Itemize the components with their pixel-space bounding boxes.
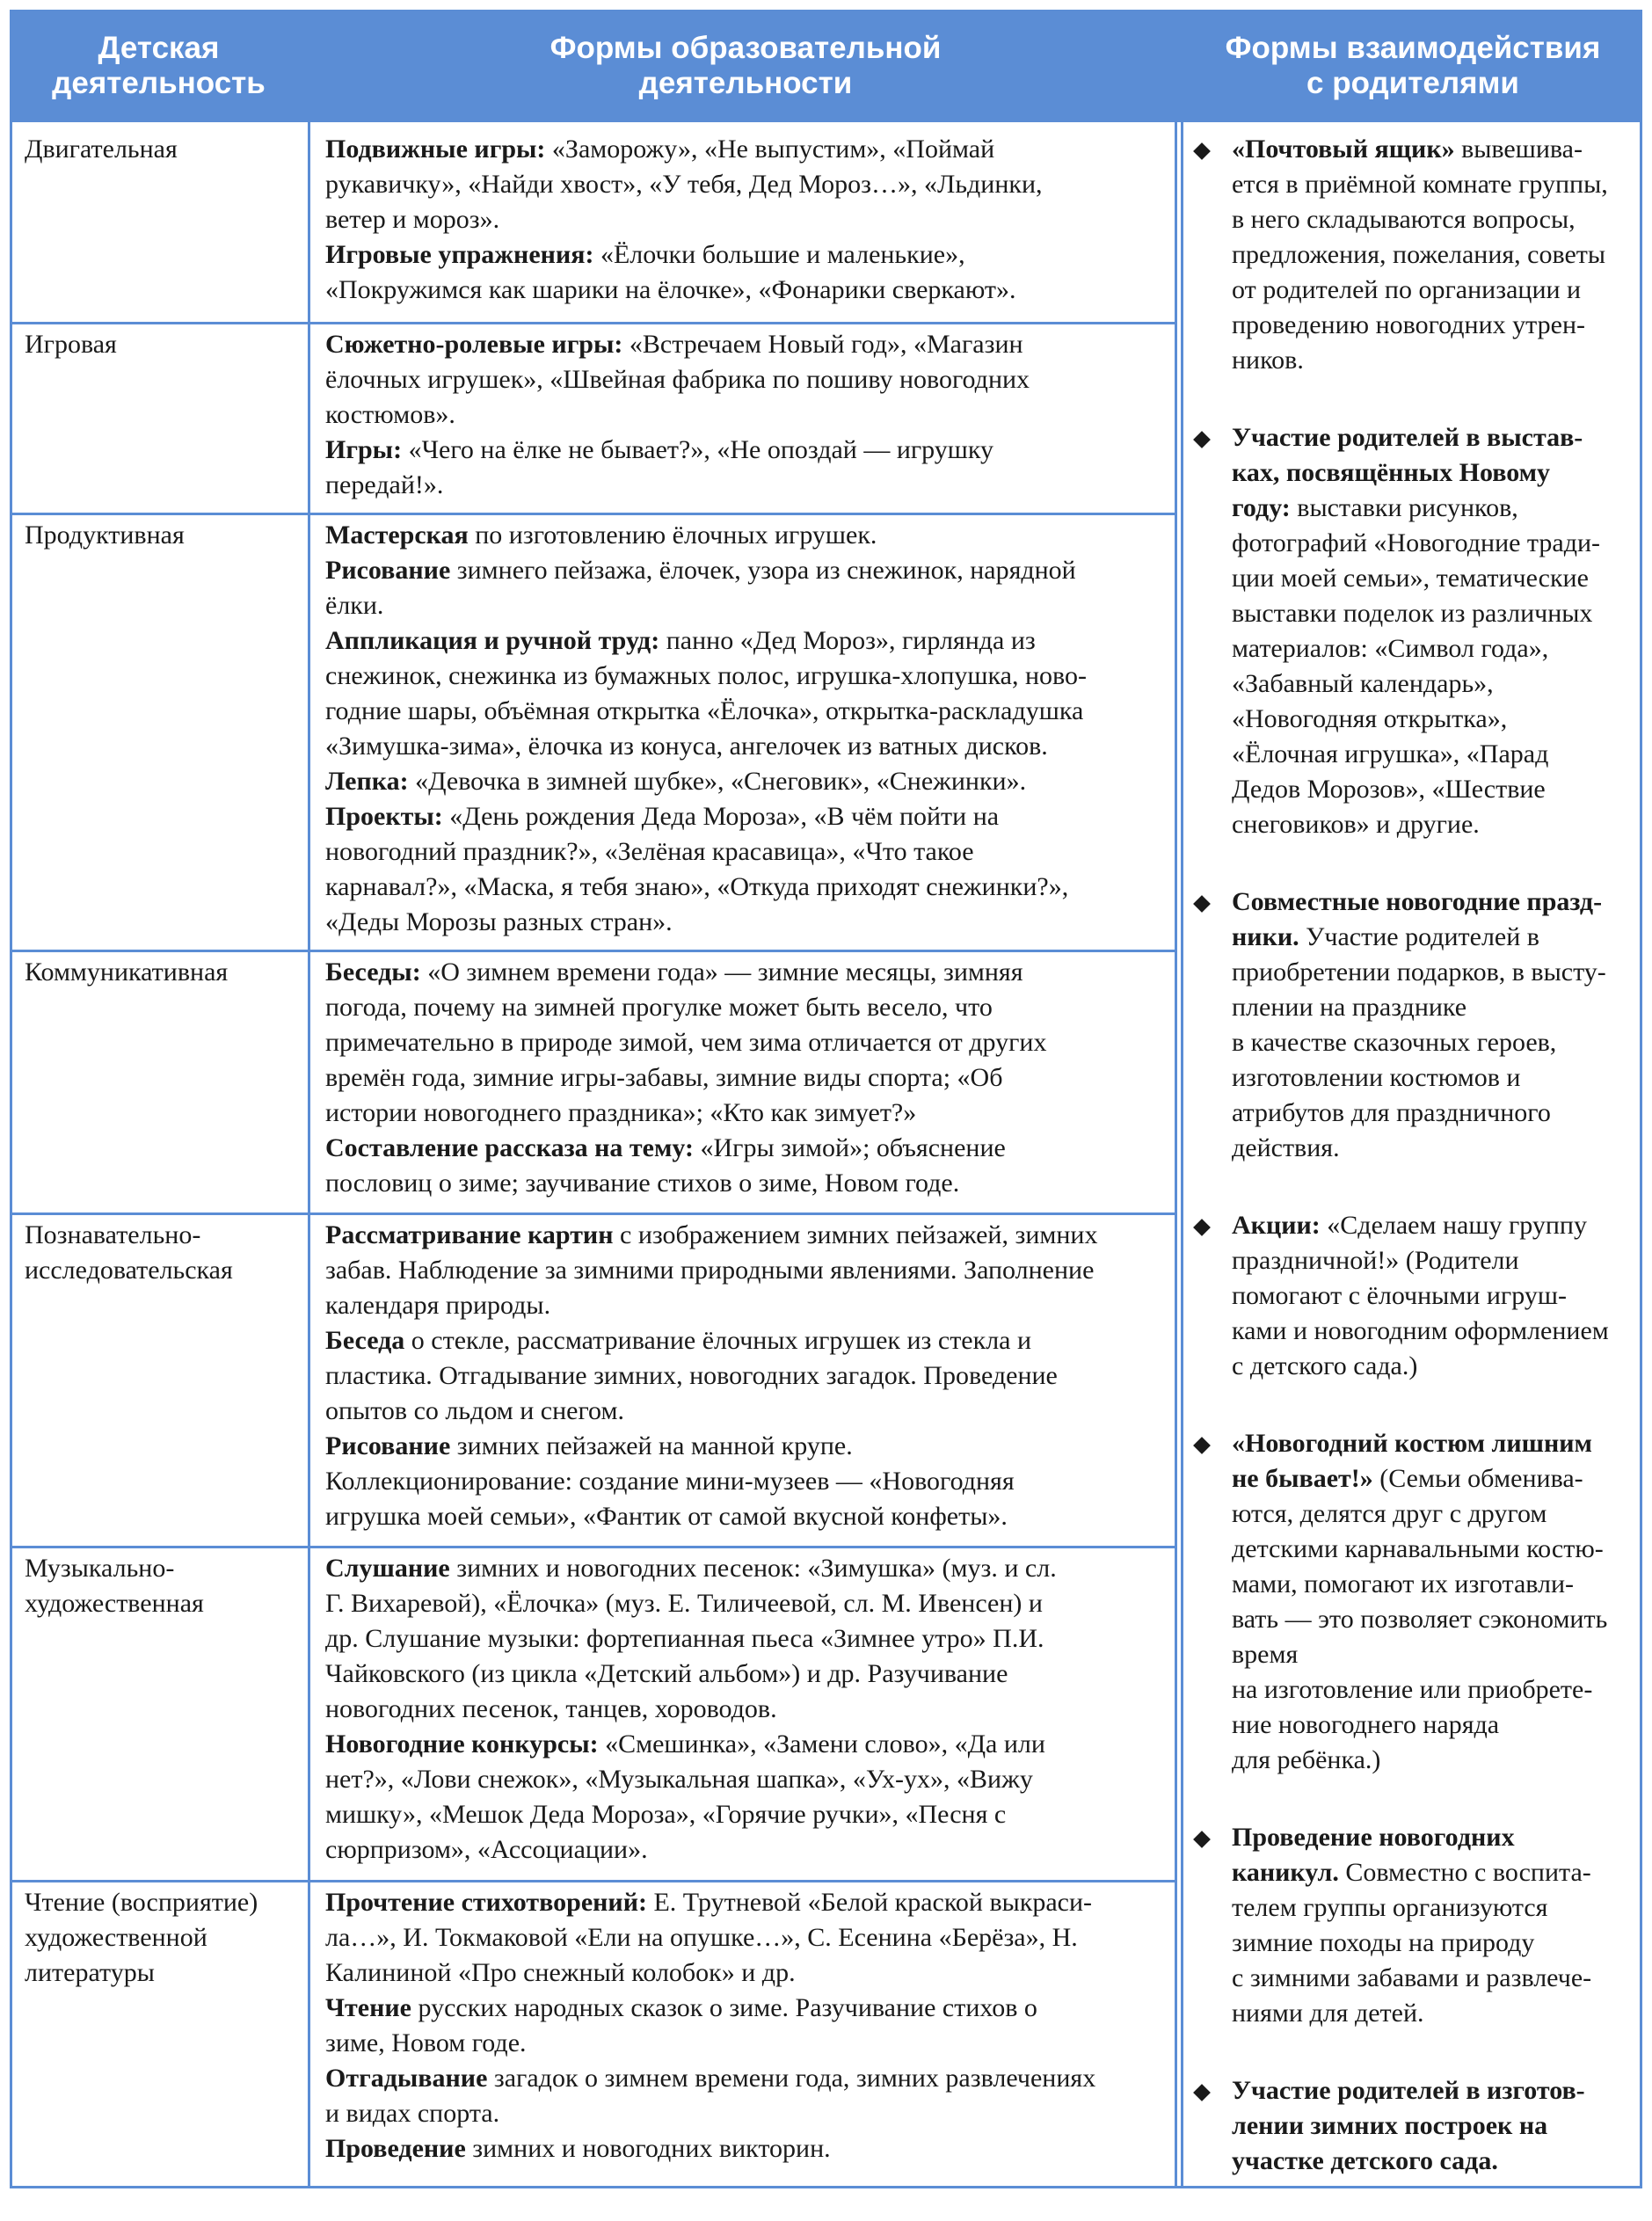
text-run: Дедов Морозов», «Шествие xyxy=(1232,775,1546,804)
bold-term: каникул. xyxy=(1232,1858,1339,1887)
parents-line xyxy=(1232,1461,1641,1496)
forms-line xyxy=(325,1025,1178,1060)
parents-line xyxy=(1232,1890,1641,1926)
parents-line xyxy=(1232,1349,1641,1384)
text-run: др. Слушание музыки: фортепианная пьеса «Зимнее утро» П.И. xyxy=(325,1624,1044,1653)
text-run: «Ёлочки большие и маленькие», xyxy=(593,240,965,269)
forms-cell xyxy=(325,1218,1178,1534)
activity-line: Чтение (восприятие) xyxy=(25,1888,258,1917)
forms-line xyxy=(325,553,1178,588)
parents-line xyxy=(1232,167,1641,202)
activity-line: Музыкально- xyxy=(25,1554,175,1583)
activity-cell xyxy=(25,518,306,553)
forms-line xyxy=(325,1551,1178,1586)
forms-line xyxy=(325,1657,1178,1692)
diamond-bullet-icon xyxy=(1193,1219,1211,1236)
text-run: мишку», «Мешок Деда Мороза», «Горячие ручки», «Песня с xyxy=(325,1800,1007,1829)
text-run: истории новогоднего праздника»; «Кто как зимует?» xyxy=(325,1098,917,1127)
forms-line xyxy=(325,764,1178,799)
parents-line xyxy=(1232,561,1641,596)
text-run: (Семьи обменива- xyxy=(1372,1464,1583,1493)
bold-term: участке детского сада. xyxy=(1232,2146,1498,2175)
parents-item xyxy=(1183,420,1641,842)
text-run: передай!». xyxy=(325,470,444,499)
forms-line xyxy=(325,1797,1178,1832)
parents-line xyxy=(1232,1243,1641,1278)
bold-term: лении зимних построек на xyxy=(1232,2111,1548,2140)
text-run: ние новогоднего наряда xyxy=(1232,1710,1500,1739)
forms-line xyxy=(325,132,1178,167)
bold-term: Игры: xyxy=(325,435,403,464)
header-parents-line: с родителями xyxy=(1306,66,1519,100)
text-run: Коллекционирование: создание мини-музеев — «Новогодняя xyxy=(325,1467,1015,1496)
parents-line xyxy=(1232,2108,1641,2144)
forms-cell xyxy=(325,955,1178,1201)
text-run: русских народных сказок о зиме. Разучивание стихов о xyxy=(411,1993,1037,2022)
text-run: Е. Трутневой «Белой краской выкраси- xyxy=(646,1888,1093,1917)
bold-term: году: xyxy=(1232,493,1291,522)
text-run: Г. Вихаревой), «Ёлочка» (муз. Е. Тиличеевой, сл. М. Ивенсен) и xyxy=(325,1589,1043,1618)
text-run: выставки поделок из различных xyxy=(1232,599,1593,628)
text-run: Совместно с воспита- xyxy=(1338,1858,1591,1887)
bold-term: Беседы: xyxy=(325,958,421,987)
activity-cell xyxy=(25,955,306,990)
parents-line xyxy=(1232,1961,1641,1996)
row-divider xyxy=(10,950,1177,952)
bold-term: Подвижные игры: xyxy=(325,135,546,164)
text-run: сюрпризом», «Ассоциации». xyxy=(325,1835,648,1864)
text-run: ниями для детей. xyxy=(1232,1999,1424,2028)
forms-line xyxy=(325,2061,1178,2096)
text-run: «Сделаем нашу группу xyxy=(1320,1211,1587,1240)
text-run: зимних и новогодних викторин. xyxy=(465,2134,831,2163)
parents-line xyxy=(1232,1602,1641,1637)
text-run: время xyxy=(1232,1640,1299,1669)
forms-line xyxy=(325,167,1178,202)
text-run: нет?», «Лови снежок», «Музыкальная шапка», «Ух-ух», «Вижу xyxy=(325,1765,1033,1794)
forms-line xyxy=(325,1832,1178,1868)
forms-line xyxy=(325,1499,1178,1534)
forms-line xyxy=(325,362,1178,397)
parents-line xyxy=(1232,1708,1641,1743)
forms-line xyxy=(325,1358,1178,1394)
text-run: телем группы организуются xyxy=(1232,1893,1548,1922)
text-run: атрибутов для праздничного xyxy=(1232,1098,1551,1127)
text-run: «Деды Морозы разных стран». xyxy=(325,907,673,936)
activity-line: Познавательно- xyxy=(25,1220,201,1249)
bold-term: Акции: xyxy=(1232,1211,1321,1240)
header-parents-line: Формы взаимодействия xyxy=(1225,31,1601,65)
forms-line xyxy=(325,1586,1178,1621)
text-run: и видах спорта. xyxy=(325,2099,500,2128)
forms-line xyxy=(325,729,1178,764)
parents-line xyxy=(1232,772,1641,807)
text-run: пластика. Отгадывание зимних, новогодних загадок. Проведение xyxy=(325,1361,1058,1390)
forms-line xyxy=(325,273,1178,308)
parents-line xyxy=(1232,420,1641,455)
bold-term: Лепка: xyxy=(325,767,409,796)
bold-term: Игровые упражнения: xyxy=(325,240,594,269)
text-run: Чайковского (из цикла «Детский альбом») и др. Разучивание xyxy=(325,1659,1008,1688)
parents-line xyxy=(1232,2073,1641,2108)
row-divider xyxy=(10,1546,1177,1548)
bold-term: Проведение новогодних xyxy=(1232,1823,1515,1852)
text-run: для ребёнка.) xyxy=(1232,1745,1381,1774)
diamond-bullet-icon xyxy=(1193,895,1211,913)
text-run: от родителей по организации и xyxy=(1232,275,1582,304)
text-run: панно «Дед Мороз», гирлянда из xyxy=(659,626,1036,655)
parents-line xyxy=(1232,955,1641,990)
parents-item xyxy=(1183,1426,1641,1778)
text-run: проведению новогодних утрен- xyxy=(1232,310,1585,339)
forms-line xyxy=(325,1394,1178,1429)
bold-term: Чтение xyxy=(325,1993,411,2022)
parents-line xyxy=(1232,1278,1641,1314)
parents-line xyxy=(1232,1496,1641,1532)
text-run: снежинок, снежинка из бумажных полос, игрушка-хлопушка, ново- xyxy=(325,661,1087,690)
text-run: на изготовление или приобрете- xyxy=(1232,1675,1593,1704)
activity-line: художественная xyxy=(25,1589,204,1618)
forms-line xyxy=(325,870,1178,905)
text-run: «Зимушка-зима», ёлочка из конуса, ангелочек из ватных дисков. xyxy=(325,732,1048,761)
text-run: карнавал?», «Маска, я тебя знаю», «Откуда приходят снежинки?», xyxy=(325,872,1069,901)
bold-term: Проведение xyxy=(325,2134,466,2163)
forms-line xyxy=(325,1991,1178,2026)
text-run: с изображением зимних пейзажей, зимних xyxy=(613,1220,1098,1249)
parents-line xyxy=(1232,273,1641,308)
forms-cell xyxy=(325,518,1178,940)
text-run: зимнего пейзажа, ёлочек, узора из снежинок, нарядной xyxy=(450,556,1076,585)
bold-term: Участие родителей в выстав- xyxy=(1232,423,1583,452)
text-run: «Чего на ёлке не бывает?», «Не опоздай — игрушку xyxy=(402,435,994,464)
bold-term: Сюжетно-ролевые игры: xyxy=(325,330,623,359)
activity-line: Продуктивная xyxy=(25,521,185,550)
text-run: ёлочных игрушек», «Швейная фабрика по пошиву новогодних xyxy=(325,365,1030,394)
activity-line: литературы xyxy=(25,1958,155,1987)
parents-line xyxy=(1232,1314,1641,1349)
forms-line xyxy=(325,1288,1178,1323)
forms-line xyxy=(325,433,1178,468)
bold-term: Мастерская xyxy=(325,521,469,550)
text-run: «Новогодняя открытка», xyxy=(1232,704,1508,733)
parents-line xyxy=(1232,1532,1641,1567)
text-run: зимние походы на природу xyxy=(1232,1928,1535,1957)
activity-cell xyxy=(25,327,306,362)
parents-line xyxy=(1232,1096,1641,1131)
forms-cell xyxy=(325,1885,1178,2166)
activity-line: исследовательская xyxy=(25,1256,233,1285)
header-forms-line: Формы образовательной xyxy=(549,31,942,65)
parents-line xyxy=(1232,237,1641,273)
parents-line xyxy=(1232,807,1641,842)
parents-line xyxy=(1232,308,1641,343)
forms-line xyxy=(325,2096,1178,2131)
row-divider xyxy=(10,1212,1177,1215)
forms-line xyxy=(325,2026,1178,2061)
forms-line xyxy=(325,1096,1178,1131)
bold-term: Участие родителей в изготов- xyxy=(1232,2076,1585,2105)
parents-line xyxy=(1232,1567,1641,1602)
forms-line xyxy=(325,1727,1178,1762)
text-run: праздничной!» (Родители xyxy=(1232,1246,1519,1275)
forms-cell xyxy=(325,132,1178,308)
activity-cell xyxy=(25,132,306,167)
text-run: материалов: «Символ года», xyxy=(1232,634,1549,663)
bold-term: Отгадывание xyxy=(325,2064,488,2093)
bold-term: Прочтение стихотворений: xyxy=(325,1888,647,1917)
bold-term: «Почтовый ящик» xyxy=(1232,135,1455,164)
forms-line xyxy=(325,1692,1178,1727)
text-run: новогодних песенок, танцев, хороводов. xyxy=(325,1694,777,1723)
text-run: фотографий «Новогодние тради- xyxy=(1232,528,1601,557)
text-run: «Смешинка», «Замени слово», «Да или xyxy=(598,1729,1045,1759)
text-run: изготовлении костюмов и xyxy=(1232,1063,1521,1092)
activity-line: Коммуникативная xyxy=(25,958,229,987)
bold-term: Рассматривание картин xyxy=(325,1220,614,1249)
text-run: зиме, Новом годе. xyxy=(325,2028,527,2057)
text-run: «Девочка в зимней шубке», «Снеговик», «Снежинки». xyxy=(408,767,1027,796)
diamond-bullet-icon xyxy=(1193,142,1211,160)
text-run: приобретении подарков, в высту- xyxy=(1232,958,1606,987)
forms-line xyxy=(325,1885,1178,1920)
diamond-bullet-icon xyxy=(1193,431,1211,448)
text-run: зимних и новогодних песенок: «Зимушка» (муз. и сл. xyxy=(449,1554,1057,1583)
forms-line xyxy=(325,905,1178,940)
parents-item xyxy=(1183,2073,1641,2179)
forms-line xyxy=(325,518,1178,553)
text-run: «День рождения Деда Мороза», «В чём пойти на xyxy=(442,802,1000,831)
bold-term: Составление рассказа на тему: xyxy=(325,1133,694,1162)
forms-cell xyxy=(325,327,1178,503)
parents-item xyxy=(1183,885,1641,1166)
bold-term: ники. xyxy=(1232,922,1299,951)
forms-line xyxy=(325,1920,1178,1955)
text-run: ла…», И. Токмаковой «Ели на опушке…», С. Есенина «Берёза», Н. xyxy=(325,1923,1078,1952)
forms-line xyxy=(325,694,1178,729)
forms-line xyxy=(325,327,1178,362)
forms-line xyxy=(325,1323,1178,1358)
bold-term: Аппликация и ручной труд: xyxy=(325,626,660,655)
text-run: погода, почему на зимней прогулке может быть весело, что xyxy=(325,993,993,1022)
bold-term: «Новогодний костюм лишним xyxy=(1232,1429,1592,1458)
diamond-bullet-icon xyxy=(1193,1831,1211,1848)
text-run: годние шары, объёмная открытка «Ёлочка», открытка-раскладушка xyxy=(325,696,1084,725)
text-run: рукавичку», «Найди хвост», «У тебя, Дед Мороз…», «Льдинки, xyxy=(325,170,1043,199)
text-run: «Покружимся как шарики на ёлочке», «Фонарики сверкают». xyxy=(325,275,1016,304)
parents-line xyxy=(1232,202,1641,237)
text-run: «Заморожу», «Не выпустим», «Поймай xyxy=(545,135,995,164)
forms-line xyxy=(325,1464,1178,1499)
text-run: по изготовлению ёлочных игрушек. xyxy=(468,521,877,550)
bold-term: Новогодние конкурсы: xyxy=(325,1729,599,1759)
parents-line xyxy=(1232,491,1641,526)
parents-item xyxy=(1183,1208,1641,1384)
forms-line xyxy=(325,1955,1178,1991)
text-run: пословиц о зиме; заучивание стихов о зиме, Новом годе. xyxy=(325,1169,960,1198)
forms-line xyxy=(325,1762,1178,1797)
forms-line xyxy=(325,623,1178,659)
parents-item xyxy=(1183,1820,1641,2031)
parents-line xyxy=(1232,455,1641,491)
forms-line xyxy=(325,1253,1178,1288)
forms-line xyxy=(325,990,1178,1025)
bold-term: Проекты: xyxy=(325,802,443,831)
text-run: ками и новогодним оформлением xyxy=(1232,1316,1609,1345)
text-run: календаря природы. xyxy=(325,1291,551,1320)
text-run: зимних пейзажей на манной крупе. xyxy=(450,1431,853,1460)
text-run: действия. xyxy=(1232,1133,1340,1162)
parents-line xyxy=(1232,1637,1641,1672)
row-divider xyxy=(10,513,1177,515)
header-activity-line: Детская xyxy=(98,31,220,65)
forms-line xyxy=(325,1429,1178,1464)
parents-item xyxy=(1183,132,1641,378)
text-run: с зимними забавами и развлече- xyxy=(1232,1963,1592,1992)
text-run: костюмов». xyxy=(325,400,455,429)
forms-line xyxy=(325,202,1178,237)
parents-line xyxy=(1232,737,1641,772)
parents-line xyxy=(1232,1926,1641,1961)
parents-line xyxy=(1232,990,1641,1025)
text-run: забав. Наблюдение за зимними природными явлениями. Заполнение xyxy=(325,1256,1095,1285)
row-divider xyxy=(10,322,1177,324)
bold-term: ках, посвящённых Новому xyxy=(1232,458,1551,487)
text-run: вать — это позволяет сэкономить xyxy=(1232,1605,1608,1634)
text-run: с детского сада.) xyxy=(1232,1351,1418,1380)
forms-line xyxy=(325,834,1178,870)
forms-line xyxy=(325,1060,1178,1096)
text-run: о стекле, рассматривание ёлочных игрушек из стекла и xyxy=(404,1326,1032,1355)
forms-line xyxy=(325,1166,1178,1201)
parents-line xyxy=(1232,1672,1641,1708)
parents-line xyxy=(1232,1131,1641,1166)
parents-line xyxy=(1232,1025,1641,1060)
text-run: плении на празднике xyxy=(1232,993,1467,1022)
text-run: времён года, зимние игры-забавы, зимние виды спорта; «Об xyxy=(325,1063,1003,1092)
parents-line xyxy=(1232,702,1641,737)
forms-cell xyxy=(325,1551,1178,1868)
text-run: ется в приёмной комнате группы, xyxy=(1232,170,1608,199)
text-run: в него складываются вопросы, xyxy=(1232,205,1576,234)
text-run: «Встречаем Новый год», «Магазин xyxy=(622,330,1023,359)
text-run: ются, делятся друг с другом xyxy=(1232,1499,1547,1528)
text-run: Калининой «Про снежный колобок» и др. xyxy=(325,1958,796,1987)
parents-line xyxy=(1232,631,1641,666)
text-run: ёлки. xyxy=(325,591,384,620)
text-run: Участие родителей в xyxy=(1299,922,1539,951)
text-run: загадок о зимнем времени года, зимних развлечениях xyxy=(487,2064,1096,2093)
text-run: опытов со льдом и снегом. xyxy=(325,1396,624,1425)
text-run: ветер и мороз». xyxy=(325,205,500,234)
forms-line xyxy=(325,955,1178,990)
parents-line xyxy=(1232,1060,1641,1096)
bold-term: Рисование xyxy=(325,556,451,585)
bold-term: Рисование xyxy=(325,1431,451,1460)
parents-line xyxy=(1232,526,1641,561)
forms-line xyxy=(325,237,1178,273)
parents-line xyxy=(1232,885,1641,920)
parents-line xyxy=(1232,132,1641,167)
activity-line: Игровая xyxy=(25,330,117,359)
text-run: «О зимнем времени года» — зимние месяцы, зимняя xyxy=(420,958,1023,987)
column-divider xyxy=(308,10,310,2188)
text-run: примечательно в природе зимой, чем зима отличается от других xyxy=(325,1028,1047,1057)
parents-line xyxy=(1232,666,1641,702)
activity-line: художественной xyxy=(25,1923,207,1952)
forms-line xyxy=(325,397,1178,433)
text-run: детскими карнавальными костю- xyxy=(1232,1534,1604,1563)
parents-line xyxy=(1232,1208,1641,1243)
parents-line xyxy=(1232,920,1641,955)
bold-term: Совместные новогодние празд- xyxy=(1232,887,1603,916)
bold-term: не бывает!» xyxy=(1232,1464,1373,1493)
forms-line xyxy=(325,1131,1178,1166)
text-run: новогодний праздник?», «Зелёная красавица», «Что такое xyxy=(325,837,974,866)
forms-line xyxy=(325,2131,1178,2166)
forms-line xyxy=(325,1218,1178,1253)
forms-line xyxy=(325,588,1178,623)
text-run: снеговиков» и другие. xyxy=(1232,810,1480,839)
forms-line xyxy=(325,468,1178,503)
activity-cell xyxy=(25,1885,306,1991)
diamond-bullet-icon xyxy=(1193,2084,1211,2101)
activities-table xyxy=(10,10,1642,2188)
parents-line xyxy=(1232,1855,1641,1890)
parents-line xyxy=(1232,596,1641,631)
forms-line xyxy=(325,1621,1178,1657)
text-run: предложения, пожелания, советы xyxy=(1232,240,1606,269)
parents-list xyxy=(1183,132,1641,2221)
forms-line xyxy=(325,799,1178,834)
text-run: ции моей семьи», тематические xyxy=(1232,564,1589,593)
text-run: игрушка моей семьи», «Фантик от самой вкусной конфеты». xyxy=(325,1502,1008,1531)
parents-line xyxy=(1232,2144,1641,2179)
diamond-bullet-icon xyxy=(1193,1437,1211,1454)
bold-term: Слушание xyxy=(325,1554,450,1583)
parents-line xyxy=(1232,1820,1641,1855)
activity-cell xyxy=(25,1218,306,1288)
text-run: помогают с ёлочными игруш- xyxy=(1232,1281,1567,1310)
activity-line: Двигательная xyxy=(25,135,178,164)
text-run: «Игры зимой»; объяснение xyxy=(694,1133,1006,1162)
parents-line xyxy=(1232,1426,1641,1461)
row-divider xyxy=(10,1880,1177,1882)
text-run: ников. xyxy=(1232,346,1304,375)
header-activity-line: деятельность xyxy=(52,66,266,100)
text-run: выставки рисунков, xyxy=(1290,493,1518,522)
text-run: вывешива- xyxy=(1454,135,1583,164)
bold-term: Беседа xyxy=(325,1326,405,1355)
text-run: «Забавный календарь», xyxy=(1232,669,1494,698)
parents-line xyxy=(1232,1996,1641,2031)
text-run: «Ёлочная игрушка», «Парад xyxy=(1232,739,1549,768)
activity-cell xyxy=(25,1551,306,1621)
forms-line xyxy=(325,659,1178,694)
text-run: в качестве сказочных героев, xyxy=(1232,1028,1557,1057)
parents-line xyxy=(1232,343,1641,378)
parents-line xyxy=(1232,1743,1641,1778)
text-run: мами, помогают их изготавли- xyxy=(1232,1569,1575,1598)
header-forms-line: деятельности xyxy=(638,66,853,100)
